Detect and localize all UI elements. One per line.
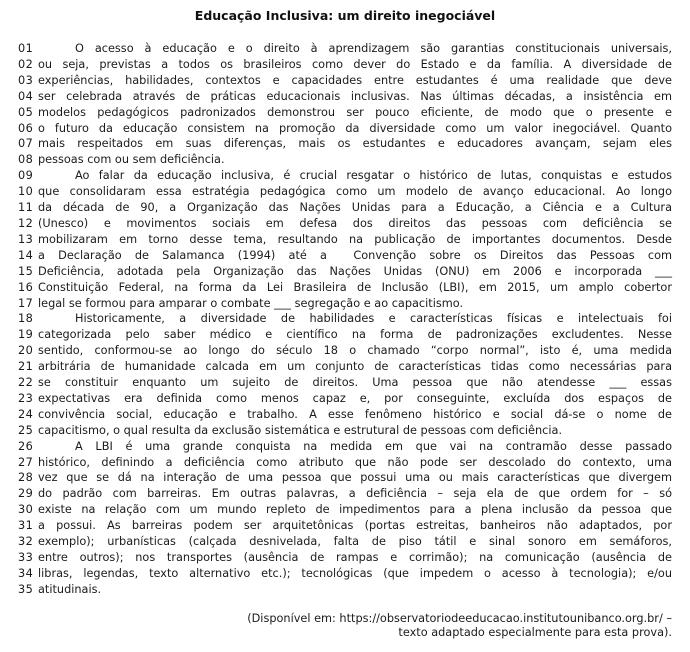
- text-line: [18, 518, 672, 534]
- line-text: o futuro da educação consistem na promoção da diversidade como um valor inegociável. Quanto: [38, 121, 672, 135]
- line-number: 11: [18, 201, 34, 215]
- line-number: 25: [18, 423, 34, 437]
- line-number: 17: [18, 296, 34, 310]
- line-text: convivência social, educação e trabalho. A esse fenômeno histórico e social dá-se o nome de: [38, 407, 672, 421]
- line-number: 06: [18, 121, 34, 135]
- text-line: [18, 375, 672, 391]
- line-text: (Unesco) e movimentos sociais em defesa dos direitos das pessoas com deficiência se: [38, 216, 672, 230]
- line-text: a Declaração de Salamanca (1994) até a Convenção sobre os Direitos das Pessoas com: [38, 248, 672, 262]
- text-line: [18, 311, 672, 327]
- line-text: sentido, conformou-se ao longo do século 18 o chamado “corpo normal”, isto é, uma medida: [38, 344, 672, 358]
- line-text: Deficiência, adotada pela Organização das Nações Unidas (ONU) em 2006 e incorporada ___: [38, 264, 672, 278]
- line-number: 24: [18, 407, 34, 421]
- line-number: 22: [18, 376, 34, 390]
- line-text: histórico, definindo a deficiência como atributo que não pode ser descolado do contexto, uma: [38, 455, 672, 469]
- line-number: 30: [18, 503, 34, 517]
- line-number: 21: [18, 360, 34, 374]
- line-text: Historicamente, a diversidade de habilidades e características físicas e intelectuais foi: [75, 312, 672, 326]
- line-number: 03: [18, 73, 34, 87]
- line-number: 01: [18, 42, 34, 55]
- line-text: se constituir enquanto um sujeito de direitos. Uma pessoa que não atendesse ___ essas: [38, 376, 672, 390]
- line-number: 33: [18, 551, 34, 564]
- line-text: da década de 90, a Organização das Nações Unidas para a Educação, a Ciência e a Cultura: [38, 201, 672, 215]
- line-number: 02: [18, 57, 34, 71]
- line-text: exemplo); urbanísticas (calçada desnivelada, falta de piso tátil e sinal sonoro em semáforos,: [38, 535, 672, 549]
- line-text: arbitrária de humanidade calcada em um conjunto de características tidas como necessárias para: [38, 360, 672, 374]
- document-title: Educação Inclusiva: um direito inegociável: [194, 8, 496, 23]
- line-text: a possui. As barreiras podem ser arquitetônicas (portas estreitas, banheiros não adaptados, por: [38, 519, 672, 533]
- line-text: vez que se dá na interação de uma pessoa que possui uma ou mais características que divergem: [38, 471, 672, 485]
- line-number: 20: [18, 344, 34, 358]
- line-number: 07: [18, 137, 34, 151]
- line-text: O acesso à educação e o direito à aprendizagem são garantias constitucionais universais,: [75, 42, 672, 55]
- line-text: modelos pedagógicos padronizados demonstrou ser pouco eficiente, de modo que o presente e: [38, 105, 672, 119]
- line-number: 31: [18, 519, 34, 533]
- line-text: Constituição Federal, na forma da Lei Brasileira de Inclusão (LBI), em 2015, um amplo cobertor: [38, 280, 672, 294]
- line-number: 32: [18, 535, 34, 549]
- text-line: [18, 264, 672, 280]
- text-line: [18, 136, 672, 152]
- line-number: 08: [18, 153, 34, 167]
- line-text: do padrão com barreiras. Em outras palavras, a deficiência – seja ela de que ordem for – só: [38, 487, 672, 501]
- line-number: 29: [18, 487, 34, 501]
- text-line: [18, 534, 672, 550]
- text-line: [18, 486, 672, 502]
- line-text: atitudinais.: [38, 582, 102, 596]
- text-line: [18, 105, 672, 121]
- text-line: [18, 184, 672, 200]
- line-number: 18: [18, 312, 34, 326]
- text-line: [18, 41, 672, 57]
- text-line: [18, 343, 672, 359]
- text-line: [18, 152, 672, 168]
- text-line: [18, 248, 672, 264]
- line-number: 35: [18, 582, 34, 596]
- line-text: categorizada pelo saber médico e científico na forma de padronizações excludentes. Nesse: [38, 328, 672, 342]
- text-line: [18, 296, 672, 312]
- text-line: [18, 57, 672, 73]
- text-line: [18, 550, 672, 566]
- source-citation-line-1: (Disponível em: https://observatoriodeeducacao.institutounibanco.org.br/ –: [247, 611, 672, 625]
- line-text: que consolidaram essa estratégia pedagógica como um modelo de avanço educacional. Ao longo: [38, 185, 672, 199]
- line-text: experiências, habilidades, contextos e capacidades entre estudantes é uma realidade que deve: [38, 73, 672, 87]
- text-line: [18, 327, 672, 343]
- line-number: 12: [18, 216, 34, 230]
- text-line: [18, 582, 672, 598]
- text-line: [18, 439, 672, 455]
- line-number: 15: [18, 264, 34, 278]
- text-line: [18, 73, 672, 89]
- passage-body: [0, 41, 690, 598]
- text-line: [18, 407, 672, 423]
- line-text: mais respeitados em suas diferenças, mais os estudantes e educadores avançam, sejam eles: [38, 137, 672, 151]
- text-line: [18, 502, 672, 518]
- line-number: 23: [18, 391, 34, 405]
- line-text: entre outros); nos transportes (ausência de rampas e corrimão); na comunicação (ausência de: [38, 551, 672, 564]
- line-number: 19: [18, 328, 34, 342]
- line-text: libras, legendas, texto alternativo etc.); tecnológicas (que impedem o acesso à tecnologia); e/ou: [38, 566, 672, 580]
- line-number: 27: [18, 455, 34, 469]
- line-number: 13: [18, 232, 34, 246]
- line-number: 26: [18, 439, 34, 453]
- line-number: 09: [18, 169, 34, 183]
- line-number: 04: [18, 89, 34, 103]
- text-line: [18, 200, 672, 216]
- text-line: [18, 455, 672, 471]
- line-number: 10: [18, 185, 34, 199]
- line-number: 14: [18, 248, 34, 262]
- line-text: ser celebrada através de práticas educacionais inclusivas. Nas últimas décadas, a insistência em: [38, 89, 672, 103]
- source-citation: [0, 612, 690, 641]
- line-text: ou seja, previstas a todos os brasileiros como dever do Estado e da família. A diversidade de: [38, 57, 672, 71]
- text-line: [18, 280, 672, 296]
- text-line: [18, 168, 672, 184]
- line-text: pessoas com ou sem deficiência.: [38, 153, 225, 167]
- line-number: 16: [18, 280, 34, 294]
- line-number: 28: [18, 471, 34, 485]
- line-text: legal se formou para amparar o combate ___ segregação e ao capacitismo.: [38, 296, 464, 310]
- text-line: [18, 232, 672, 248]
- text-line: [18, 470, 672, 486]
- source-citation-line-2: texto adaptado especialmente para esta prova).: [398, 626, 672, 640]
- line-text: Ao falar da educação inclusiva, é crucial resgatar o histórico de lutas, conquistas e estudos: [75, 169, 672, 183]
- text-line: [18, 359, 672, 375]
- text-line: [18, 121, 672, 137]
- line-text: capacitismo, o qual resulta da exclusão sistemática e estrutural de pessoas com deficiência.: [38, 423, 563, 437]
- text-line: [18, 566, 672, 582]
- text-line: [18, 216, 672, 232]
- line-number: 05: [18, 105, 34, 119]
- line-text: A LBI é uma grande conquista na medida em que vai na contramão desse passado: [75, 439, 672, 453]
- text-line: [18, 89, 672, 105]
- line-text: expectativas era definida como menos capaz e, por conseguinte, excluída dos espaços de: [38, 391, 672, 405]
- line-text: mobilizaram em torno desse tema, resultando na publicação de importantes documentos. Desde: [38, 232, 672, 246]
- line-number: 34: [18, 566, 34, 580]
- text-line: [18, 423, 672, 439]
- line-text: existe na relação com um mundo repleto de impedimentos para a plena inclusão da pessoa que: [38, 503, 672, 517]
- text-line: [18, 391, 672, 407]
